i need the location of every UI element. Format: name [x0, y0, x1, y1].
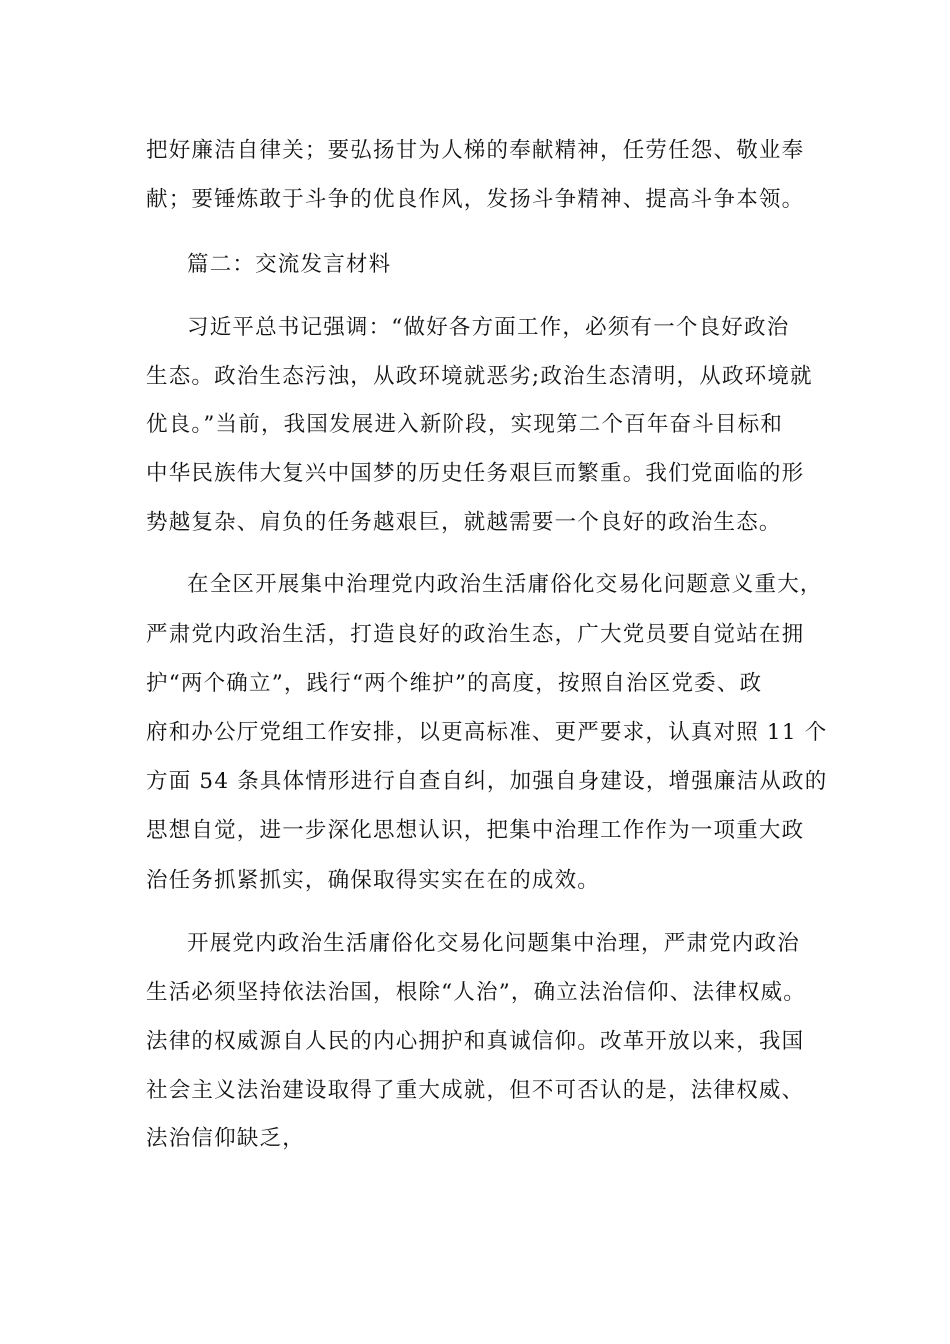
- text-line: 习近平总书记强调：“做好各方面工作，必须有一个良好政治: [187, 315, 790, 340]
- text-line: 把好廉洁自律关；要弘扬甘为人梯的奉献精神，任劳任怨、敬业奉: [146, 138, 805, 163]
- text-line: 优良。”当前，我国发展进入新阶段，实现第二个百年奋斗目标和: [146, 412, 784, 437]
- text-line: 思想自觉，进一步深化思想认识，把集中治理工作作为一项重大政: [146, 818, 805, 843]
- text-line: 治任务抓紧抓实，确保取得实实在在的成效。: [146, 868, 601, 893]
- text-line: 护“两个确立”，践行“两个维护”的高度，按照自治区党委、政: [146, 671, 763, 696]
- text-line: 献；要锤炼敢于斗争的优良作风，发扬斗争精神、提高斗争本领。: [146, 187, 805, 212]
- text-line: 方面 54 条具体情形进行自查自纠，加强自身建设，增强廉洁从政的: [146, 769, 828, 794]
- text-line: 在全区开展集中治理党内政治生活庸俗化交易化问题意义重大，: [187, 572, 823, 597]
- text-line: 生活必须坚持依法治国，根除“人治”，确立法治信仰、法律权威。: [146, 980, 806, 1005]
- text-line: 严肃党内政治生活，打造良好的政治生态，广大党员要自觉站在拥: [146, 622, 805, 647]
- text-line: 开展党内政治生活庸俗化交易化问题集中治理，严肃党内政治: [187, 931, 800, 956]
- text-line: 府和办公厅党组工作安排，以更高标准、更严要求，认真对照 11 个: [146, 720, 828, 745]
- text-line: 法治信仰缺乏，: [146, 1126, 305, 1151]
- text-line: 法律的权威源自人民的内心拥护和真诚信仰。改革开放以来，我国: [146, 1029, 805, 1054]
- text-line: 社会主义法治建设取得了重大成就，但不可否认的是，法律权威、: [146, 1078, 805, 1103]
- text-line: 生态。政治生态污浊，从政环境就恶劣;政治生态清明，从政环境就: [146, 364, 813, 389]
- section-heading: 篇二：交流发言材料: [187, 252, 392, 277]
- text-line: 中华民族伟大复兴中国梦的历史任务艰巨而繁重。我们党面临的形: [146, 461, 805, 486]
- text-line: 势越复杂、肩负的任务越艰巨，就越需要一个良好的政治生态。: [146, 510, 782, 535]
